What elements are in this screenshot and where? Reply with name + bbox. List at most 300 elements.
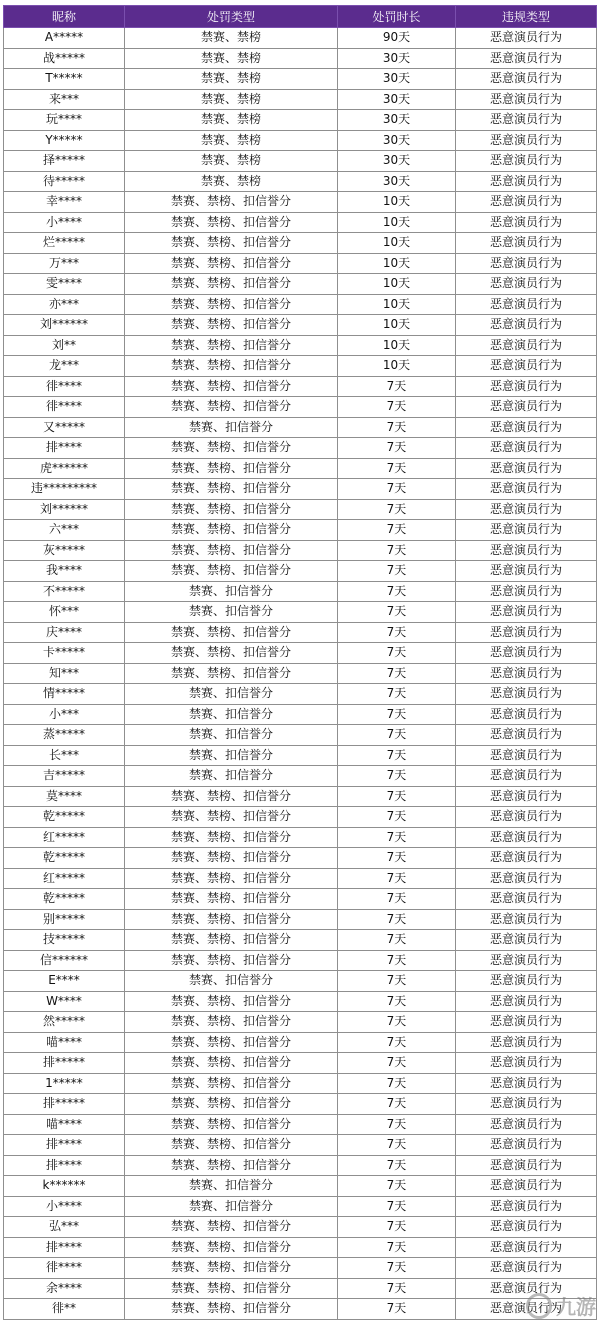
penalty-table bbox=[3, 5, 597, 1320]
cell-penalty-type: 禁赛、扣信誉分 bbox=[125, 581, 338, 602]
cell-nickname: 虎****** bbox=[4, 458, 125, 479]
cell-nickname: 六*** bbox=[4, 520, 125, 541]
table-row bbox=[4, 602, 597, 623]
cell-violation-type: 恶意演员行为 bbox=[456, 1217, 597, 1238]
cell-penalty-duration: 30天 bbox=[338, 171, 456, 192]
cell-violation-type: 恶意演员行为 bbox=[456, 397, 597, 418]
table-row bbox=[4, 1012, 597, 1033]
cell-penalty-type: 禁赛、禁榜、扣信誉分 bbox=[125, 868, 338, 889]
table-row bbox=[4, 827, 597, 848]
cell-penalty-duration: 7天 bbox=[338, 1258, 456, 1279]
cell-penalty-type: 禁赛、禁榜、扣信誉分 bbox=[125, 827, 338, 848]
table-row bbox=[4, 1278, 597, 1299]
cell-penalty-duration: 7天 bbox=[338, 827, 456, 848]
table-row bbox=[4, 417, 597, 438]
cell-penalty-type: 禁赛、扣信誉分 bbox=[125, 725, 338, 746]
cell-penalty-duration: 7天 bbox=[338, 417, 456, 438]
cell-violation-type: 恶意演员行为 bbox=[456, 376, 597, 397]
cell-penalty-type: 禁赛、禁榜、扣信誉分 bbox=[125, 376, 338, 397]
cell-nickname: 小**** bbox=[4, 212, 125, 233]
cell-penalty-type: 禁赛、禁榜、扣信誉分 bbox=[125, 1155, 338, 1176]
cell-penalty-type: 禁赛、禁榜 bbox=[125, 151, 338, 172]
cell-nickname: 刘****** bbox=[4, 315, 125, 336]
cell-nickname: 弘*** bbox=[4, 1217, 125, 1238]
cell-nickname: 徘**** bbox=[4, 1258, 125, 1279]
table-row bbox=[4, 704, 597, 725]
cell-violation-type: 恶意演员行为 bbox=[456, 274, 597, 295]
cell-nickname: 刘** bbox=[4, 335, 125, 356]
cell-penalty-duration: 30天 bbox=[338, 130, 456, 151]
cell-penalty-duration: 30天 bbox=[338, 151, 456, 172]
table-row bbox=[4, 766, 597, 787]
cell-penalty-type: 禁赛、禁榜、扣信誉分 bbox=[125, 663, 338, 684]
cell-violation-type: 恶意演员行为 bbox=[456, 848, 597, 869]
cell-penalty-type: 禁赛、禁榜、扣信誉分 bbox=[125, 991, 338, 1012]
cell-violation-type: 恶意演员行为 bbox=[456, 89, 597, 110]
cell-penalty-type: 禁赛、禁榜 bbox=[125, 110, 338, 131]
cell-violation-type: 恶意演员行为 bbox=[456, 417, 597, 438]
cell-nickname: W**** bbox=[4, 991, 125, 1012]
cell-penalty-type: 禁赛、禁榜、扣信誉分 bbox=[125, 848, 338, 869]
table-row bbox=[4, 991, 597, 1012]
cell-violation-type: 恶意演员行为 bbox=[456, 950, 597, 971]
header-penalty-duration: 处罚时长 bbox=[338, 6, 456, 28]
cell-penalty-type: 禁赛、禁榜、扣信誉分 bbox=[125, 1278, 338, 1299]
table-row bbox=[4, 110, 597, 131]
cell-violation-type: 恶意演员行为 bbox=[456, 1278, 597, 1299]
cell-nickname: 别***** bbox=[4, 909, 125, 930]
cell-penalty-duration: 7天 bbox=[338, 1094, 456, 1115]
cell-penalty-duration: 7天 bbox=[338, 1073, 456, 1094]
cell-violation-type: 恶意演员行为 bbox=[456, 745, 597, 766]
cell-penalty-duration: 7天 bbox=[338, 643, 456, 664]
cell-penalty-duration: 7天 bbox=[338, 1278, 456, 1299]
table-row bbox=[4, 1299, 597, 1320]
cell-penalty-duration: 7天 bbox=[338, 438, 456, 459]
cell-penalty-duration: 10天 bbox=[338, 335, 456, 356]
cell-penalty-duration: 10天 bbox=[338, 274, 456, 295]
cell-nickname: 喵**** bbox=[4, 1114, 125, 1135]
header-violation-type: 违规类型 bbox=[456, 6, 597, 28]
cell-penalty-type: 禁赛、禁榜、扣信誉分 bbox=[125, 192, 338, 213]
cell-nickname: 小*** bbox=[4, 704, 125, 725]
cell-penalty-type: 禁赛、禁榜 bbox=[125, 69, 338, 90]
table-row bbox=[4, 171, 597, 192]
cell-nickname: 刘****** bbox=[4, 499, 125, 520]
cell-penalty-duration: 7天 bbox=[338, 807, 456, 828]
table-row bbox=[4, 786, 597, 807]
table-row bbox=[4, 151, 597, 172]
cell-penalty-type: 禁赛、禁榜、扣信誉分 bbox=[125, 786, 338, 807]
cell-violation-type: 恶意演员行为 bbox=[456, 110, 597, 131]
cell-violation-type: 恶意演员行为 bbox=[456, 1196, 597, 1217]
cell-nickname: 不***** bbox=[4, 581, 125, 602]
cell-penalty-duration: 7天 bbox=[338, 909, 456, 930]
cell-violation-type: 恶意演员行为 bbox=[456, 868, 597, 889]
cell-penalty-type: 禁赛、禁榜、扣信誉分 bbox=[125, 1217, 338, 1238]
cell-nickname: 乾***** bbox=[4, 889, 125, 910]
cell-penalty-type: 禁赛、禁榜、扣信誉分 bbox=[125, 909, 338, 930]
cell-penalty-type: 禁赛、扣信誉分 bbox=[125, 745, 338, 766]
cell-penalty-type: 禁赛、禁榜、扣信誉分 bbox=[125, 397, 338, 418]
cell-penalty-duration: 7天 bbox=[338, 786, 456, 807]
cell-penalty-type: 禁赛、禁榜、扣信誉分 bbox=[125, 1032, 338, 1053]
cell-nickname: 余**** bbox=[4, 1278, 125, 1299]
cell-penalty-duration: 7天 bbox=[338, 848, 456, 869]
table-row bbox=[4, 1155, 597, 1176]
cell-violation-type: 恶意演员行为 bbox=[456, 1237, 597, 1258]
cell-nickname: 长*** bbox=[4, 745, 125, 766]
cell-violation-type: 恶意演员行为 bbox=[456, 684, 597, 705]
cell-penalty-type: 禁赛、禁榜、扣信誉分 bbox=[125, 233, 338, 254]
cell-nickname: 幸**** bbox=[4, 192, 125, 213]
cell-penalty-type: 禁赛、禁榜 bbox=[125, 48, 338, 69]
cell-nickname: 卡***** bbox=[4, 643, 125, 664]
cell-penalty-duration: 7天 bbox=[338, 1176, 456, 1197]
cell-violation-type: 恶意演员行为 bbox=[456, 356, 597, 377]
table-row bbox=[4, 130, 597, 151]
cell-nickname: 我**** bbox=[4, 561, 125, 582]
table-row bbox=[4, 1258, 597, 1279]
cell-nickname: 排**** bbox=[4, 1135, 125, 1156]
cell-penalty-type: 禁赛、禁榜、扣信誉分 bbox=[125, 930, 338, 951]
table-row bbox=[4, 725, 597, 746]
cell-penalty-type: 禁赛、禁榜、扣信誉分 bbox=[125, 889, 338, 910]
cell-violation-type: 恶意演员行为 bbox=[456, 1155, 597, 1176]
table-row bbox=[4, 458, 597, 479]
table-row bbox=[4, 192, 597, 213]
cell-penalty-type: 禁赛、禁榜 bbox=[125, 130, 338, 151]
cell-violation-type: 恶意演员行为 bbox=[456, 540, 597, 561]
cell-violation-type: 恶意演员行为 bbox=[456, 1032, 597, 1053]
cell-violation-type: 恶意演员行为 bbox=[456, 1012, 597, 1033]
cell-nickname: 乾***** bbox=[4, 848, 125, 869]
table-row bbox=[4, 807, 597, 828]
cell-penalty-duration: 7天 bbox=[338, 868, 456, 889]
cell-nickname: 怀*** bbox=[4, 602, 125, 623]
cell-penalty-type: 禁赛、禁榜、扣信誉分 bbox=[125, 1012, 338, 1033]
table-row bbox=[4, 274, 597, 295]
cell-penalty-type: 禁赛、禁榜、扣信誉分 bbox=[125, 622, 338, 643]
cell-nickname: 庆**** bbox=[4, 622, 125, 643]
cell-penalty-type: 禁赛、禁榜、扣信誉分 bbox=[125, 561, 338, 582]
table-row bbox=[4, 253, 597, 274]
cell-penalty-duration: 90天 bbox=[338, 28, 456, 49]
cell-nickname: 乾***** bbox=[4, 807, 125, 828]
table-row bbox=[4, 868, 597, 889]
cell-penalty-type: 禁赛、禁榜、扣信誉分 bbox=[125, 1237, 338, 1258]
cell-penalty-duration: 10天 bbox=[338, 192, 456, 213]
table-row bbox=[4, 89, 597, 110]
cell-violation-type: 恶意演员行为 bbox=[456, 192, 597, 213]
table-row bbox=[4, 356, 597, 377]
cell-violation-type: 恶意演员行为 bbox=[456, 663, 597, 684]
cell-violation-type: 恶意演员行为 bbox=[456, 69, 597, 90]
cell-penalty-duration: 7天 bbox=[338, 766, 456, 787]
cell-nickname: 又***** bbox=[4, 417, 125, 438]
cell-penalty-duration: 7天 bbox=[338, 1217, 456, 1238]
cell-nickname: 情***** bbox=[4, 684, 125, 705]
table-row bbox=[4, 520, 597, 541]
cell-violation-type: 恶意演员行为 bbox=[456, 807, 597, 828]
cell-penalty-type: 禁赛、禁榜 bbox=[125, 28, 338, 49]
cell-nickname: 小**** bbox=[4, 1196, 125, 1217]
cell-penalty-type: 禁赛、禁榜、扣信誉分 bbox=[125, 950, 338, 971]
cell-penalty-duration: 10天 bbox=[338, 315, 456, 336]
cell-violation-type: 恶意演员行为 bbox=[456, 151, 597, 172]
cell-penalty-duration: 7天 bbox=[338, 1237, 456, 1258]
cell-penalty-duration: 7天 bbox=[338, 397, 456, 418]
cell-penalty-duration: 10天 bbox=[338, 294, 456, 315]
cell-penalty-type: 禁赛、禁榜 bbox=[125, 89, 338, 110]
cell-nickname: 龙*** bbox=[4, 356, 125, 377]
cell-nickname: 灰***** bbox=[4, 540, 125, 561]
cell-violation-type: 恶意演员行为 bbox=[456, 786, 597, 807]
cell-penalty-duration: 7天 bbox=[338, 1135, 456, 1156]
cell-violation-type: 恶意演员行为 bbox=[456, 1053, 597, 1074]
header-penalty-type: 处罚类型 bbox=[125, 6, 338, 28]
table-row bbox=[4, 438, 597, 459]
cell-nickname: 红***** bbox=[4, 868, 125, 889]
cell-nickname: 择***** bbox=[4, 151, 125, 172]
cell-violation-type: 恶意演员行为 bbox=[456, 622, 597, 643]
cell-nickname: 莫**** bbox=[4, 786, 125, 807]
cell-violation-type: 恶意演员行为 bbox=[456, 335, 597, 356]
cell-violation-type: 恶意演员行为 bbox=[456, 1135, 597, 1156]
cell-nickname: 战***** bbox=[4, 48, 125, 69]
cell-penalty-type: 禁赛、禁榜、扣信誉分 bbox=[125, 315, 338, 336]
cell-penalty-type: 禁赛、扣信誉分 bbox=[125, 684, 338, 705]
cell-penalty-type: 禁赛、扣信誉分 bbox=[125, 602, 338, 623]
table-row bbox=[4, 48, 597, 69]
cell-penalty-type: 禁赛、禁榜、扣信誉分 bbox=[125, 1114, 338, 1135]
header-row bbox=[4, 6, 597, 28]
cell-penalty-duration: 7天 bbox=[338, 704, 456, 725]
cell-nickname: 红***** bbox=[4, 827, 125, 848]
cell-penalty-type: 禁赛、禁榜、扣信誉分 bbox=[125, 253, 338, 274]
cell-nickname: 吉***** bbox=[4, 766, 125, 787]
cell-violation-type: 恶意演员行为 bbox=[456, 212, 597, 233]
cell-penalty-type: 禁赛、扣信誉分 bbox=[125, 766, 338, 787]
table-row bbox=[4, 950, 597, 971]
cell-violation-type: 恶意演员行为 bbox=[456, 643, 597, 664]
cell-penalty-duration: 30天 bbox=[338, 89, 456, 110]
header-nickname: 昵称 bbox=[4, 6, 125, 28]
cell-nickname: 玩**** bbox=[4, 110, 125, 131]
table-row bbox=[4, 28, 597, 49]
cell-violation-type: 恶意演员行为 bbox=[456, 458, 597, 479]
cell-penalty-duration: 7天 bbox=[338, 950, 456, 971]
cell-violation-type: 恶意演员行为 bbox=[456, 909, 597, 930]
cell-violation-type: 恶意演员行为 bbox=[456, 315, 597, 336]
table-row bbox=[4, 663, 597, 684]
cell-penalty-type: 禁赛、禁榜、扣信誉分 bbox=[125, 1073, 338, 1094]
cell-violation-type: 恶意演员行为 bbox=[456, 704, 597, 725]
cell-violation-type: 恶意演员行为 bbox=[456, 233, 597, 254]
table-row bbox=[4, 1114, 597, 1135]
cell-nickname: E**** bbox=[4, 971, 125, 992]
cell-penalty-type: 禁赛、禁榜、扣信誉分 bbox=[125, 335, 338, 356]
table-row bbox=[4, 397, 597, 418]
cell-violation-type: 恶意演员行为 bbox=[456, 1176, 597, 1197]
cell-nickname: k****** bbox=[4, 1176, 125, 1197]
cell-nickname: 排***** bbox=[4, 1094, 125, 1115]
table-row bbox=[4, 499, 597, 520]
cell-nickname: 排**** bbox=[4, 438, 125, 459]
cell-penalty-type: 禁赛、禁榜、扣信誉分 bbox=[125, 499, 338, 520]
cell-penalty-duration: 7天 bbox=[338, 971, 456, 992]
cell-penalty-type: 禁赛、禁榜、扣信誉分 bbox=[125, 356, 338, 377]
table-row bbox=[4, 561, 597, 582]
cell-penalty-type: 禁赛、禁榜、扣信誉分 bbox=[125, 294, 338, 315]
table-row bbox=[4, 1217, 597, 1238]
cell-penalty-duration: 7天 bbox=[338, 725, 456, 746]
cell-nickname: 万*** bbox=[4, 253, 125, 274]
table-row bbox=[4, 909, 597, 930]
cell-penalty-duration: 7天 bbox=[338, 581, 456, 602]
cell-violation-type: 恶意演员行为 bbox=[456, 520, 597, 541]
cell-violation-type: 恶意演员行为 bbox=[456, 499, 597, 520]
table-row bbox=[4, 622, 597, 643]
table-row bbox=[4, 376, 597, 397]
cell-violation-type: 恶意演员行为 bbox=[456, 991, 597, 1012]
table-row bbox=[4, 1094, 597, 1115]
cell-violation-type: 恶意演员行为 bbox=[456, 1299, 597, 1320]
cell-nickname: T***** bbox=[4, 69, 125, 90]
cell-nickname: 技***** bbox=[4, 930, 125, 951]
cell-nickname: 待***** bbox=[4, 171, 125, 192]
cell-violation-type: 恶意演员行为 bbox=[456, 294, 597, 315]
table-row bbox=[4, 930, 597, 951]
cell-violation-type: 恶意演员行为 bbox=[456, 28, 597, 49]
cell-nickname: A***** bbox=[4, 28, 125, 49]
cell-penalty-type: 禁赛、禁榜、扣信誉分 bbox=[125, 438, 338, 459]
cell-penalty-duration: 7天 bbox=[338, 1053, 456, 1074]
cell-violation-type: 恶意演员行为 bbox=[456, 971, 597, 992]
cell-penalty-type: 禁赛、扣信誉分 bbox=[125, 1176, 338, 1197]
cell-penalty-duration: 30天 bbox=[338, 48, 456, 69]
cell-violation-type: 恶意演员行为 bbox=[456, 48, 597, 69]
table-row bbox=[4, 1135, 597, 1156]
cell-penalty-duration: 10天 bbox=[338, 356, 456, 377]
table-row bbox=[4, 971, 597, 992]
cell-nickname: 烂***** bbox=[4, 233, 125, 254]
cell-penalty-duration: 7天 bbox=[338, 1299, 456, 1320]
cell-violation-type: 恶意演员行为 bbox=[456, 581, 597, 602]
cell-violation-type: 恶意演员行为 bbox=[456, 438, 597, 459]
cell-penalty-duration: 7天 bbox=[338, 458, 456, 479]
cell-penalty-duration: 10天 bbox=[338, 212, 456, 233]
cell-nickname: 违********* bbox=[4, 479, 125, 500]
cell-penalty-type: 禁赛、禁榜、扣信誉分 bbox=[125, 479, 338, 500]
table-row bbox=[4, 581, 597, 602]
cell-nickname: Y***** bbox=[4, 130, 125, 151]
cell-penalty-type: 禁赛、禁榜、扣信誉分 bbox=[125, 1258, 338, 1279]
cell-nickname: 亦*** bbox=[4, 294, 125, 315]
cell-violation-type: 恶意演员行为 bbox=[456, 889, 597, 910]
cell-nickname: 然***** bbox=[4, 1012, 125, 1033]
cell-penalty-type: 禁赛、扣信誉分 bbox=[125, 1196, 338, 1217]
cell-penalty-duration: 7天 bbox=[338, 1155, 456, 1176]
cell-violation-type: 恶意演员行为 bbox=[456, 171, 597, 192]
cell-penalty-type: 禁赛、禁榜、扣信誉分 bbox=[125, 1299, 338, 1320]
cell-nickname: 1***** bbox=[4, 1073, 125, 1094]
cell-penalty-type: 禁赛、禁榜、扣信誉分 bbox=[125, 1135, 338, 1156]
cell-violation-type: 恶意演员行为 bbox=[456, 1094, 597, 1115]
cell-penalty-duration: 7天 bbox=[338, 561, 456, 582]
cell-penalty-type: 禁赛、禁榜、扣信誉分 bbox=[125, 540, 338, 561]
table-row bbox=[4, 1196, 597, 1217]
cell-violation-type: 恶意演员行为 bbox=[456, 725, 597, 746]
cell-penalty-duration: 7天 bbox=[338, 745, 456, 766]
cell-violation-type: 恶意演员行为 bbox=[456, 1258, 597, 1279]
cell-violation-type: 恶意演员行为 bbox=[456, 1073, 597, 1094]
cell-penalty-duration: 7天 bbox=[338, 684, 456, 705]
table-row bbox=[4, 479, 597, 500]
cell-penalty-duration: 10天 bbox=[338, 233, 456, 254]
cell-penalty-type: 禁赛、禁榜、扣信誉分 bbox=[125, 1094, 338, 1115]
cell-penalty-type: 禁赛、禁榜 bbox=[125, 171, 338, 192]
cell-violation-type: 恶意演员行为 bbox=[456, 766, 597, 787]
table-row bbox=[4, 315, 597, 336]
table-row bbox=[4, 1237, 597, 1258]
table-row bbox=[4, 1176, 597, 1197]
cell-nickname: 喵**** bbox=[4, 1032, 125, 1053]
cell-nickname: 排***** bbox=[4, 1053, 125, 1074]
cell-violation-type: 恶意演员行为 bbox=[456, 561, 597, 582]
cell-penalty-duration: 10天 bbox=[338, 253, 456, 274]
cell-violation-type: 恶意演员行为 bbox=[456, 602, 597, 623]
cell-violation-type: 恶意演员行为 bbox=[456, 130, 597, 151]
cell-nickname: 蒸***** bbox=[4, 725, 125, 746]
table-row bbox=[4, 1073, 597, 1094]
cell-penalty-duration: 7天 bbox=[338, 930, 456, 951]
table-row bbox=[4, 848, 597, 869]
cell-penalty-duration: 7天 bbox=[338, 622, 456, 643]
cell-penalty-duration: 7天 bbox=[338, 1032, 456, 1053]
cell-penalty-duration: 7天 bbox=[338, 889, 456, 910]
cell-penalty-type: 禁赛、禁榜、扣信誉分 bbox=[125, 807, 338, 828]
table-row bbox=[4, 1053, 597, 1074]
table-row bbox=[4, 335, 597, 356]
cell-penalty-duration: 7天 bbox=[338, 602, 456, 623]
cell-nickname: 排**** bbox=[4, 1155, 125, 1176]
cell-penalty-duration: 7天 bbox=[338, 479, 456, 500]
table-row bbox=[4, 69, 597, 90]
cell-penalty-duration: 7天 bbox=[338, 376, 456, 397]
cell-penalty-duration: 7天 bbox=[338, 499, 456, 520]
cell-penalty-type: 禁赛、禁榜、扣信誉分 bbox=[125, 643, 338, 664]
cell-nickname: 徘**** bbox=[4, 376, 125, 397]
cell-penalty-duration: 7天 bbox=[338, 1012, 456, 1033]
cell-penalty-type: 禁赛、禁榜、扣信誉分 bbox=[125, 458, 338, 479]
table-row bbox=[4, 643, 597, 664]
cell-nickname: 排**** bbox=[4, 1237, 125, 1258]
cell-nickname: 信****** bbox=[4, 950, 125, 971]
cell-penalty-duration: 7天 bbox=[338, 1114, 456, 1135]
cell-violation-type: 恶意演员行为 bbox=[456, 253, 597, 274]
table-row bbox=[4, 889, 597, 910]
cell-nickname: 雯**** bbox=[4, 274, 125, 295]
cell-penalty-duration: 7天 bbox=[338, 540, 456, 561]
table-row bbox=[4, 212, 597, 233]
cell-penalty-type: 禁赛、扣信誉分 bbox=[125, 417, 338, 438]
cell-penalty-duration: 7天 bbox=[338, 520, 456, 541]
cell-penalty-type: 禁赛、禁榜、扣信誉分 bbox=[125, 212, 338, 233]
table-row bbox=[4, 294, 597, 315]
cell-penalty-duration: 30天 bbox=[338, 110, 456, 131]
cell-penalty-duration: 7天 bbox=[338, 1196, 456, 1217]
